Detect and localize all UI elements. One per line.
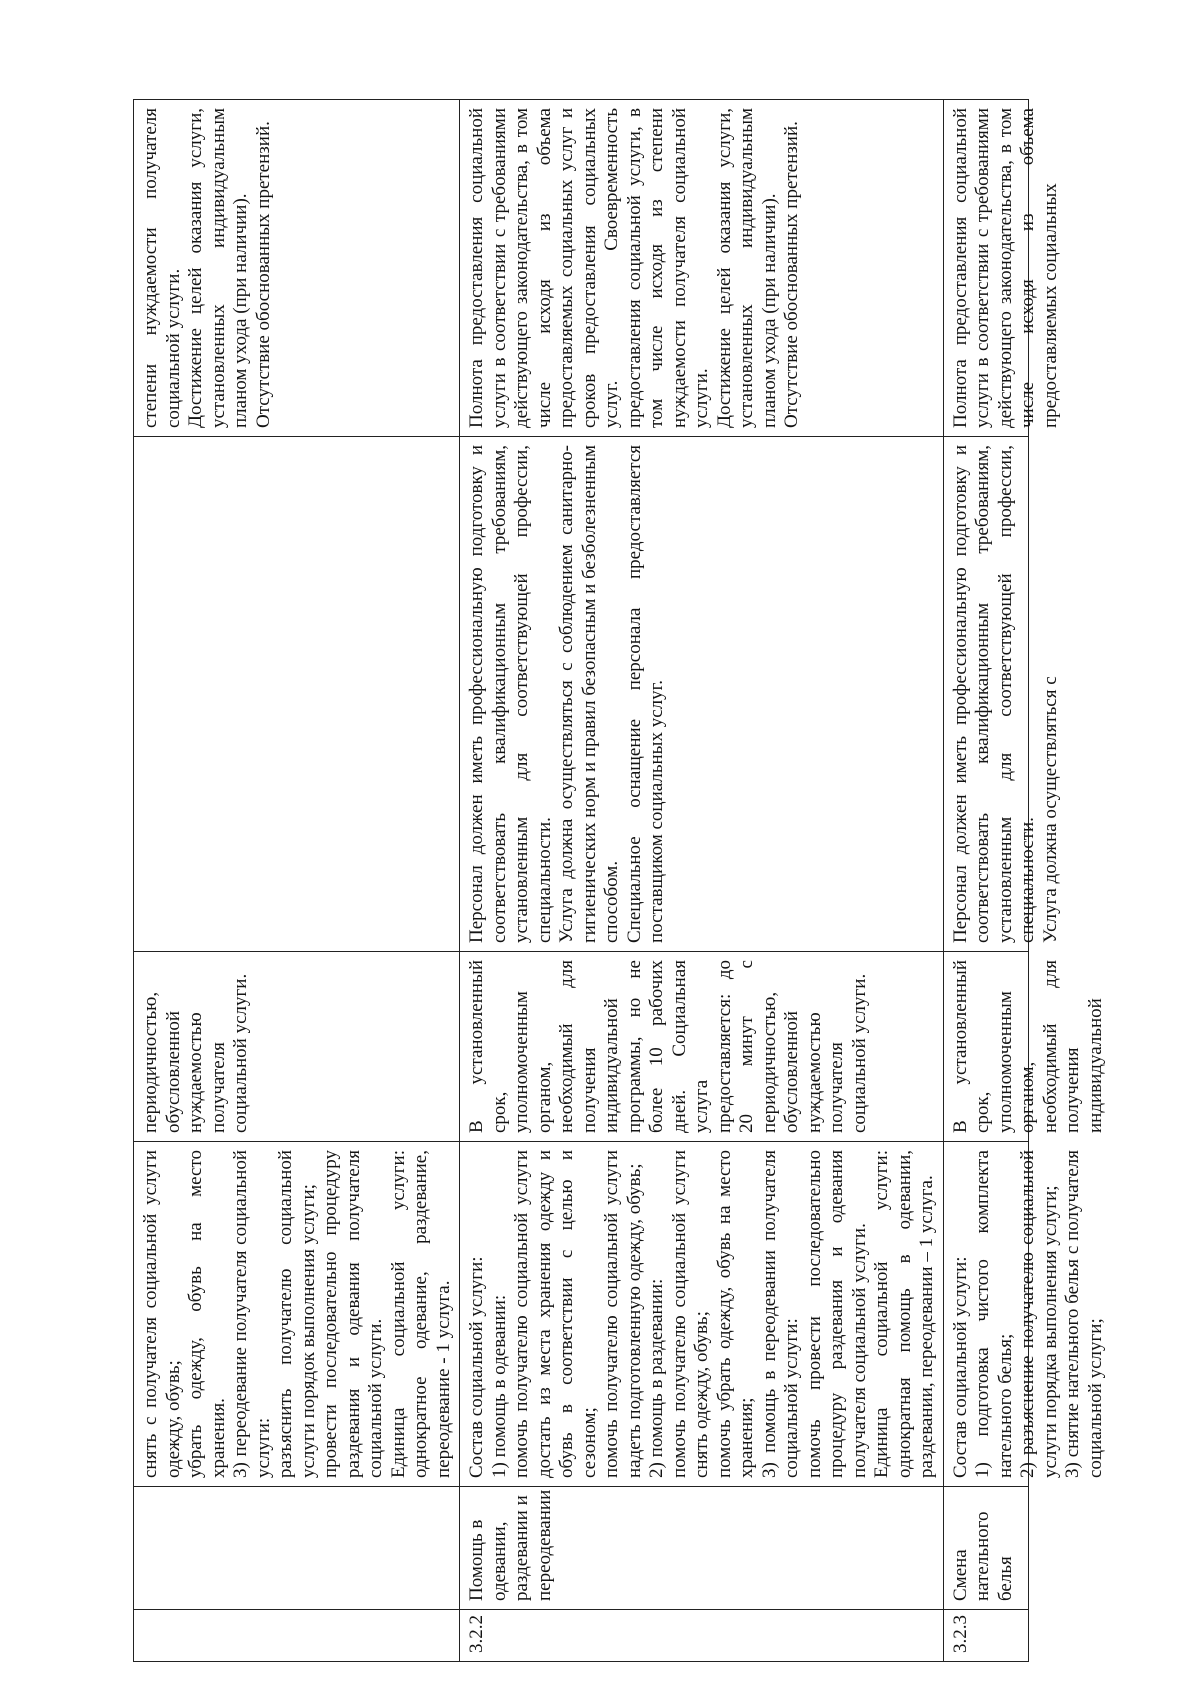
service-terms-cell: В установленный срок, уполномоченным органом, необходимый для получения индивидуальной программы, но не более 10 рабочих дней. Социальная услуга предоставляется: до 20 минут с периодичностью, обусловленной нуждаемостью получателя социальной услуги. (460, 952, 944, 1142)
service-content-cell (943, 1142, 1106, 1487)
service-quality-text: Полнота предоставления социальной услуги в соответствии с требованиями действующего законодательства, в том числе исходя из объема предоставляемых социальных (949, 108, 1061, 428)
service-name-text: Смена нательного белья (949, 1511, 1016, 1601)
service-content-cell: Состав социальной услуги: 1) помощь в одевании: помочь получателю социальной услуги достать из места хранения одежду и обувь в соответствии с целью и сезоном; помочь получателю социальной услуги надеть подготовленную одежду, обувь; 2) помощь в раздевании: помочь получателю социальной услуги снять одежду, обувь; помочь убрать одежду, обувь на место хранения; 3) помощь в переодевании получателя социальной услуги: помочь провести последовательно процедуру раздевания и одевания получателя социальной услуги. Единица социальной услуги: однократная помощь в одевании, раздевании, переодевании – 1 услуга. (460, 1142, 944, 1487)
service-terms-text: В установленный срок, уполномоченным органом, необходимый для получения индивидуальной (949, 960, 1106, 1133)
row-number-cell (943, 1610, 1028, 1662)
row-number-cell (134, 1610, 460, 1662)
table-row (460, 100, 944, 1662)
service-name-cell (134, 1487, 460, 1610)
rotated-table-container (133, 100, 1106, 1662)
service-conditions-text: Персонал должен иметь профессиональную подготовку и соответствовать квалификационным требованиям, установленным для соответствующей профессии, специальности. Услуга должна осуществляться с (949, 445, 1061, 943)
table-row (134, 100, 460, 1662)
service-quality-cell (943, 100, 1061, 437)
service-quality-cell: степени нуждаемости получателя социальной услуги. Достижение целей оказания услуги, установленных индивидуальным планом ухода (при наличии). Отсутствие обоснованных претензий. (134, 100, 460, 437)
service-quality-cell: Полнота предоставления социальной услуги в соответствии с требованиями действующего законодательства, в том числе исходя из объема предоставляемых социальных услуг и сроков предоставления социальных услуг. Своевременность предоставления социальной услуги, в том числе исходя из степени нуждаемости получателя социальной услуги. Достижение целей оказания услуги, установленных индивидуальным планом ухода (при наличии). Отсутствие обоснованных претензий. (460, 100, 944, 437)
service-name-cell (943, 1487, 1028, 1610)
table-row (943, 100, 1028, 1662)
row-number-cell: 3.2.2 (460, 1610, 944, 1662)
service-terms-cell: периодичностью, обусловленной нуждаемостью получателя социальной услуги. (134, 952, 460, 1142)
service-content-text: Состав социальной услуги: 1) подготовка чистого комплекта нательного белья; 2) разъяснение получателю социальной услуги порядка выполнения услуги; 3) снятие нательного белья с получателя социальной услуги; (949, 1150, 1106, 1478)
service-name-cell: Помощь в одевании, раздевании и переодевании (460, 1487, 944, 1610)
service-content-cell: снять с получателя социальной услуги одежду, обувь; убрать одежду, обувь на место хранения. 3) переодевание получателя социальной услуги: разъяснить получателю социальной услуги порядок выполнения услуги; провести последовательно процедуру раздевания и одевания получателя социальной услуги. Единица социальной услуги: однократное одевание, раздевание, переодевание - 1 услуга. (134, 1142, 460, 1487)
service-conditions-cell (943, 437, 1061, 952)
row-number-text: 3.2.3 (949, 1615, 971, 1653)
services-table (133, 99, 1106, 1662)
service-conditions-cell: Персонал должен иметь профессиональную подготовку и соответствовать квалификационным требованиям, установленным для соответствующей профессии, специальности. Услуга должна осуществляться с соблюдением санитарно-гигиенических норм и правил безопасным и безболезненным способом. Специальное оснащение персонала предоставляется поставщиком социальных услуг. (460, 437, 944, 952)
service-conditions-cell (134, 437, 460, 952)
service-terms-cell (943, 952, 1106, 1142)
